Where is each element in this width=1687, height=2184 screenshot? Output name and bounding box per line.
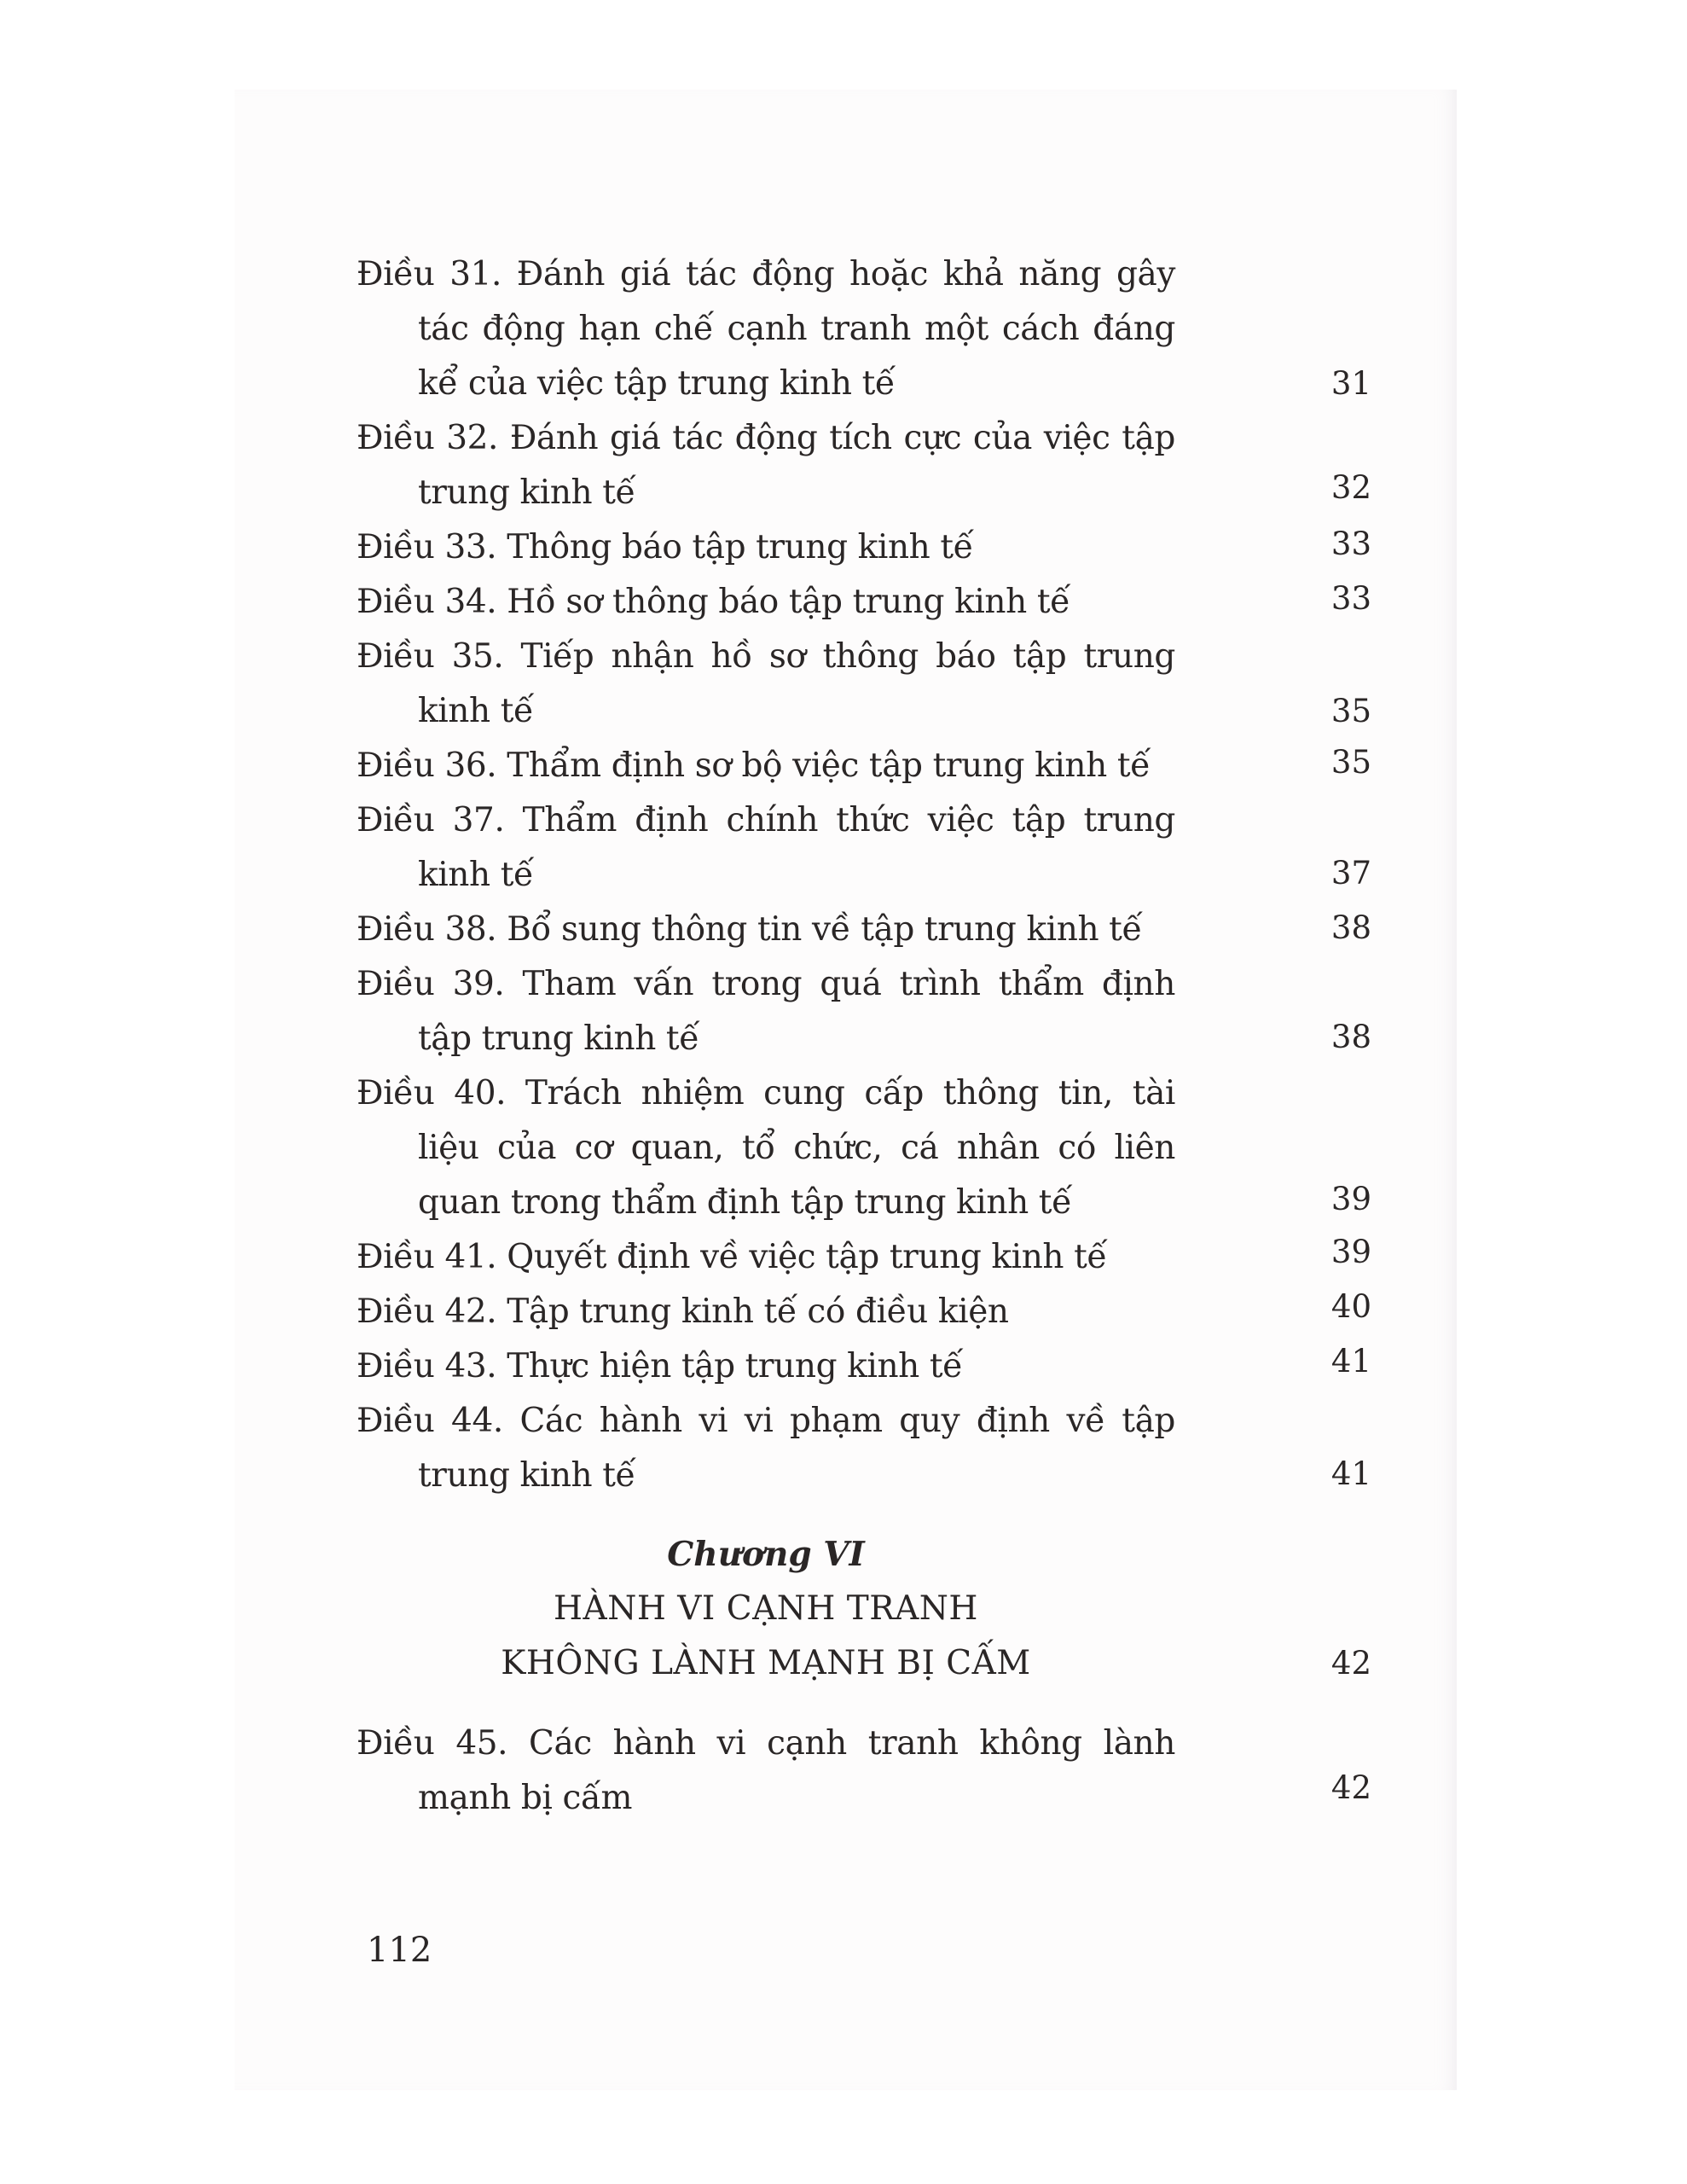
toc-entry-dieu-33 bbox=[357, 520, 1371, 575]
entry-line: kinh tế bbox=[418, 856, 534, 894]
entry-line: tập trung kinh tế bbox=[418, 1019, 699, 1058]
toc-entry-dieu-43 bbox=[357, 1339, 1371, 1394]
toc-entry-dieu-35 bbox=[357, 630, 1371, 739]
toc-entry-dieu-31 bbox=[357, 247, 1371, 411]
entry-line: mạnh bị cấm bbox=[418, 1779, 633, 1817]
entry-line: Điều 45. Các hành vi cạnh tranh không lành bbox=[357, 1724, 1175, 1763]
page-ref: 42 bbox=[1330, 1645, 1371, 1682]
entry-line: Điều 37. Thẩm định chính thức việc tập trung bbox=[357, 801, 1175, 839]
page-ref: 32 bbox=[1330, 469, 1371, 506]
entry-line: Điều 33. Thông báo tập trung kinh tế bbox=[357, 528, 974, 566]
page-ref: 35 bbox=[1330, 744, 1371, 781]
page-number: 112 bbox=[367, 1931, 432, 1970]
page-ref: 31 bbox=[1330, 365, 1371, 402]
entry-line: Điều 40. Trách nhiệm cung cấp thông tin, tài bbox=[357, 1074, 1175, 1112]
entry-line: Điều 31. Đánh giá tác động hoặc khả năng gây bbox=[357, 255, 1175, 293]
toc-entry-dieu-34 bbox=[357, 575, 1371, 630]
entry-line: kinh tế bbox=[418, 692, 534, 730]
entry-line: trung kinh tế bbox=[418, 473, 636, 512]
chapter-label: Chương VI bbox=[667, 1535, 865, 1574]
page-ref: 42 bbox=[1330, 1769, 1371, 1806]
entry-line: Điều 36. Thẩm định sơ bộ việc tập trung kinh tế bbox=[357, 746, 1151, 785]
toc-entry-dieu-40 bbox=[357, 1066, 1371, 1230]
toc-entry-dieu-32 bbox=[357, 411, 1371, 520]
entry-line: Điều 41. Quyết định về việc tập trung kinh tế bbox=[357, 1238, 1107, 1276]
chapter-title-line: HÀNH VI CẠNH TRANH bbox=[554, 1589, 978, 1628]
page-ref: 39 bbox=[1330, 1181, 1371, 1217]
entry-line: kể của việc tập trung kinh tế bbox=[418, 364, 896, 403]
entry-line: Điều 43. Thực hiện tập trung kinh tế bbox=[357, 1347, 963, 1385]
page-ref: 33 bbox=[1330, 580, 1371, 617]
page-ref: 40 bbox=[1330, 1288, 1371, 1325]
entry-line: Điều 34. Hồ sơ thông báo tập trung kinh tế bbox=[357, 583, 1070, 621]
table-of-contents bbox=[357, 247, 1371, 1826]
entry-line: Điều 32. Đánh giá tác động tích cực của việc tập bbox=[357, 419, 1175, 457]
toc-entry-dieu-39 bbox=[357, 957, 1371, 1066]
toc-entry-dieu-36 bbox=[357, 739, 1371, 793]
page-ref: 39 bbox=[1330, 1234, 1371, 1270]
toc-entry-dieu-45 bbox=[357, 1716, 1371, 1826]
entry-line: liệu của cơ quan, tổ chức, cá nhân có liên bbox=[418, 1129, 1175, 1167]
entry-line: Điều 39. Tham vấn trong quá trình thẩm định bbox=[357, 965, 1175, 1003]
toc-entry-dieu-44 bbox=[357, 1394, 1371, 1503]
page-ref: 41 bbox=[1330, 1455, 1371, 1492]
toc-entry-dieu-41 bbox=[357, 1230, 1371, 1285]
entry-line: Điều 38. Bổ sung thông tin về tập trung kinh tế bbox=[357, 910, 1143, 949]
entry-line: tác động hạn chế cạnh tranh một cách đáng bbox=[418, 310, 1175, 348]
toc-entry-dieu-42 bbox=[357, 1285, 1371, 1339]
page-ref: 35 bbox=[1330, 693, 1371, 729]
page-ref: 38 bbox=[1330, 1019, 1371, 1055]
chapter-title-line: KHÔNG LÀNH MẠNH BỊ CẤM bbox=[501, 1644, 1031, 1682]
entry-line: quan trong thẩm định tập trung kinh tế bbox=[418, 1183, 1072, 1222]
page-ref: 41 bbox=[1330, 1343, 1371, 1380]
entry-line: Điều 42. Tập trung kinh tế có điều kiện bbox=[357, 1292, 1009, 1331]
page-ref: 37 bbox=[1330, 855, 1371, 892]
toc-entry-dieu-37 bbox=[357, 793, 1371, 903]
entry-line: Điều 35. Tiếp nhận hồ sơ thông báo tập trung bbox=[357, 637, 1175, 676]
entry-line: trung kinh tế bbox=[418, 1456, 636, 1495]
entry-line: Điều 44. Các hành vi vi phạm quy định về tập bbox=[357, 1402, 1175, 1440]
page-ref: 38 bbox=[1330, 909, 1371, 946]
chapter-heading bbox=[357, 1527, 1371, 1691]
page-ref: 33 bbox=[1330, 526, 1371, 562]
toc-entry-dieu-38 bbox=[357, 903, 1371, 957]
